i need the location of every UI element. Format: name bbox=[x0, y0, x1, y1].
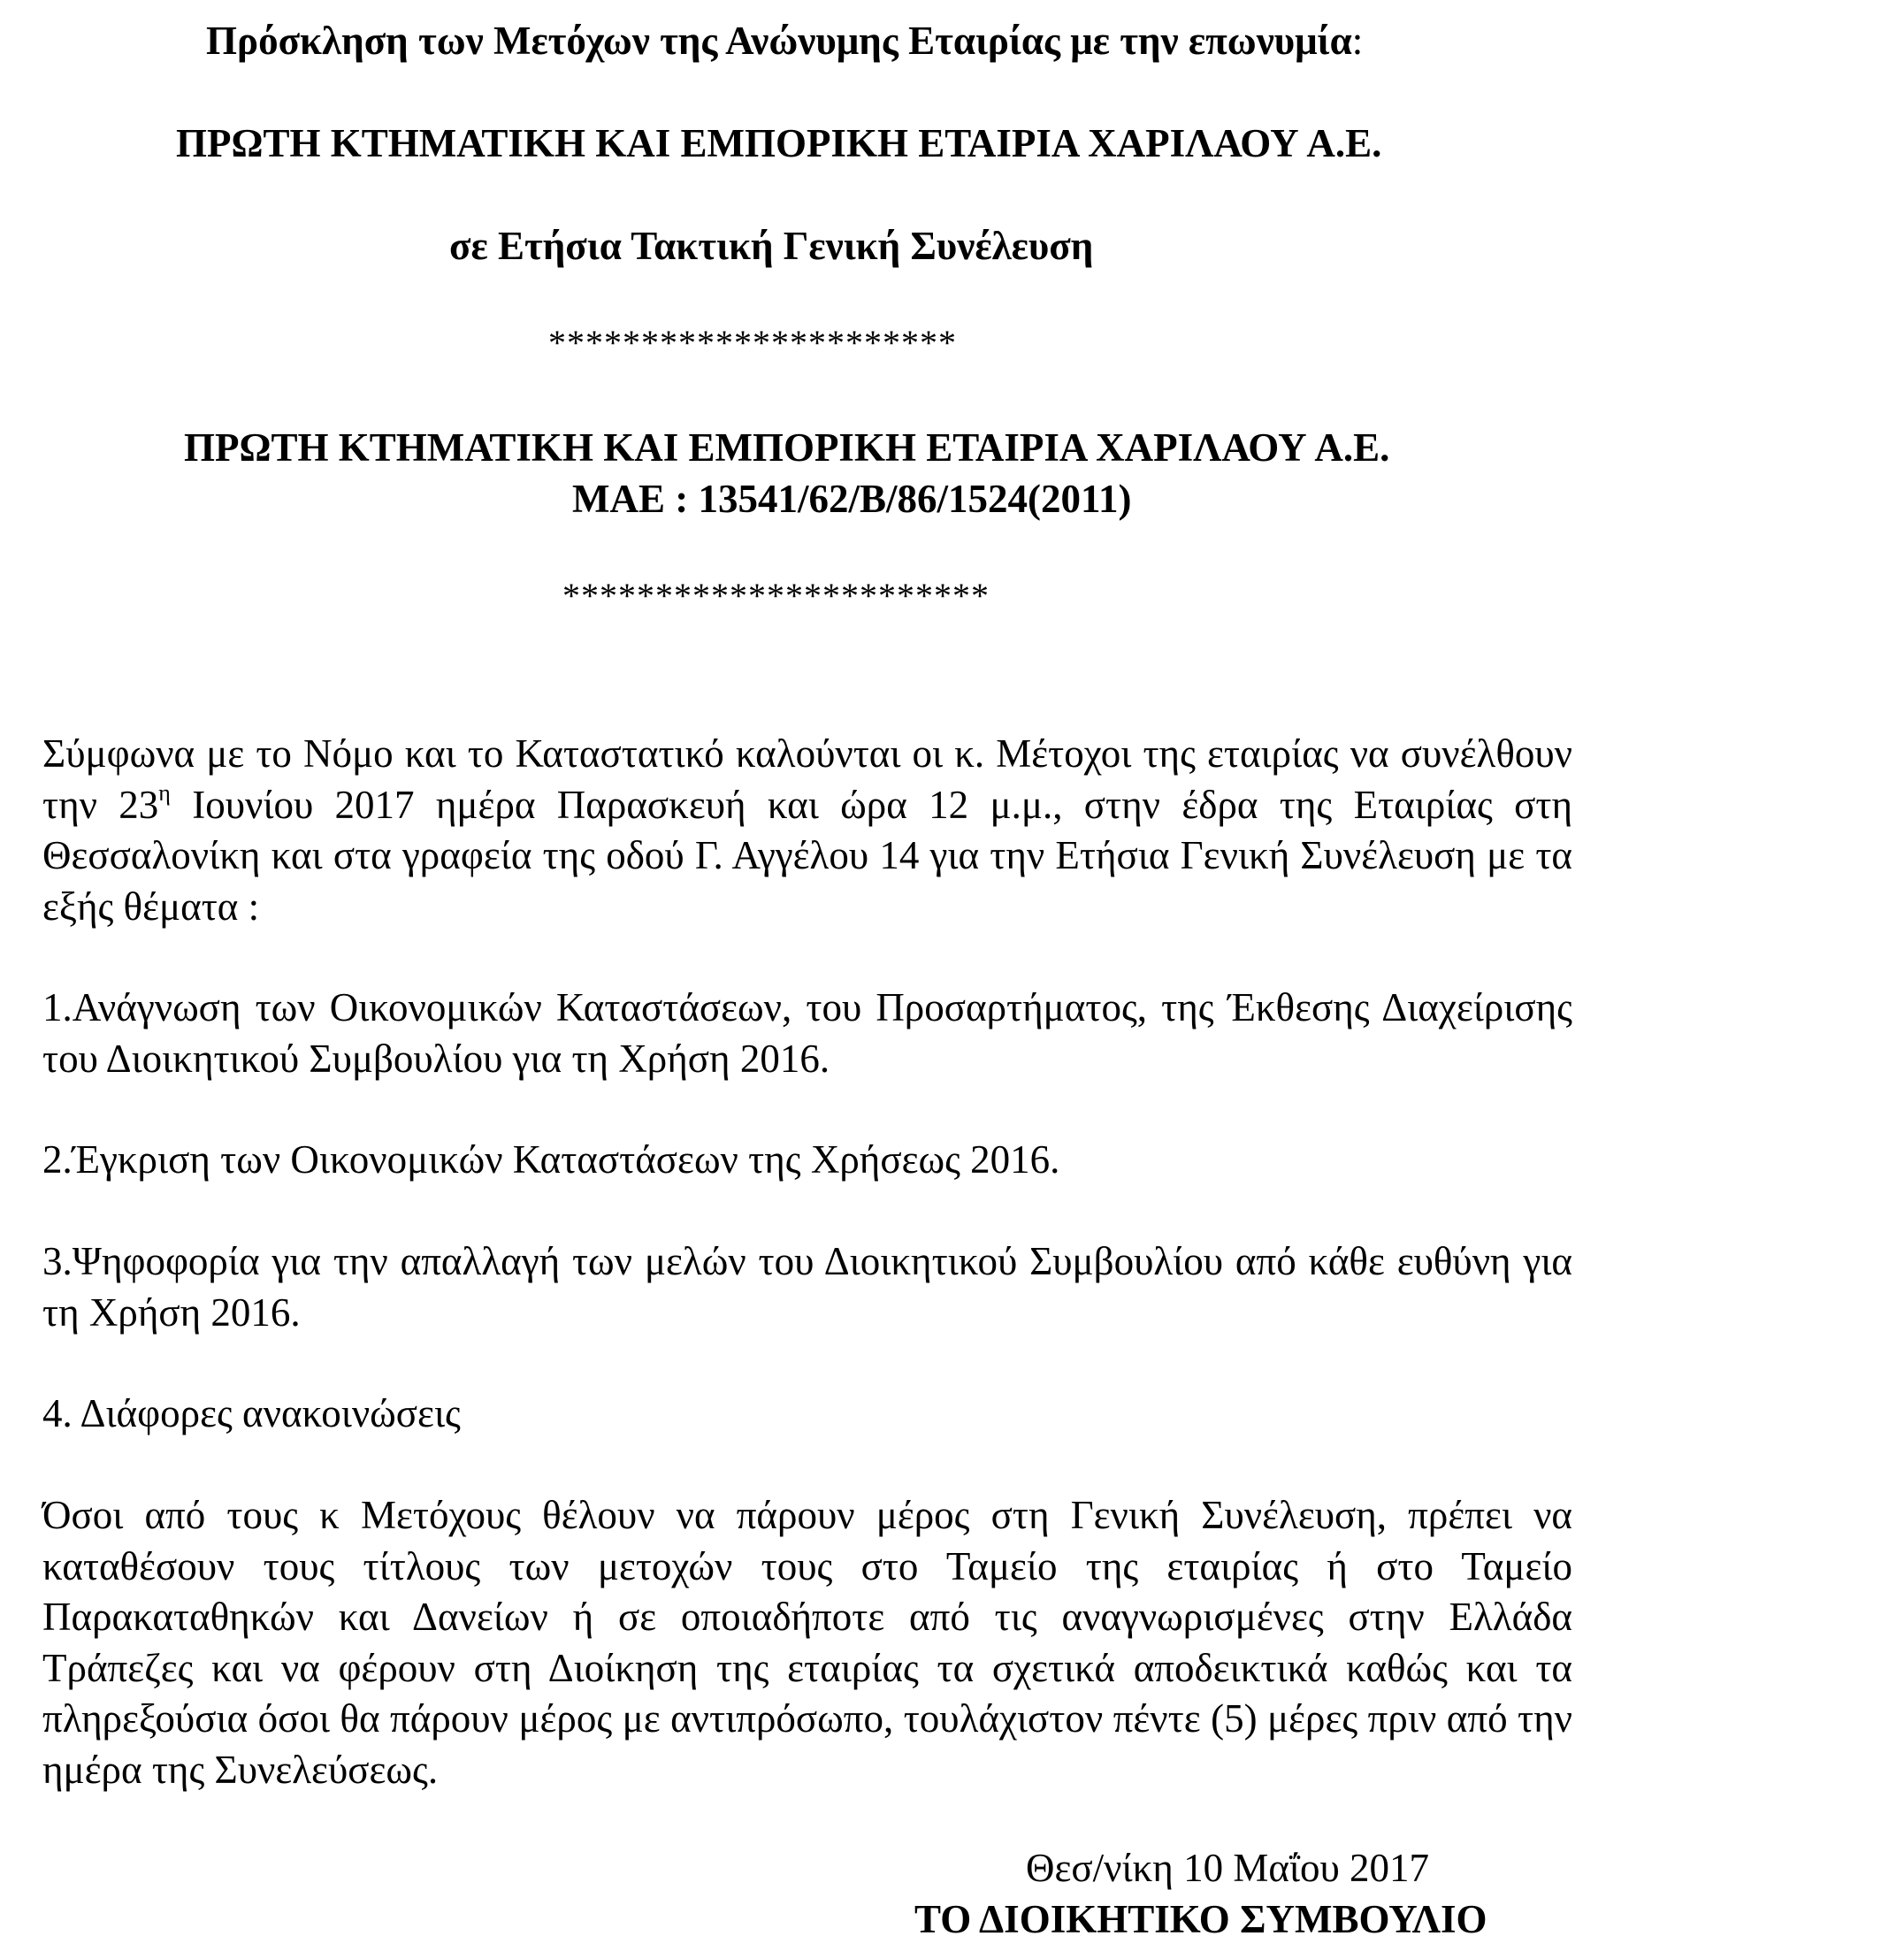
meeting-type-title: σε Ετήσια Τακτική Γενική Συνέλευση bbox=[449, 224, 1094, 268]
agenda-item-3: 3.Ψηφοφορία για την απαλλαγή των μελών του Διοικητικού Συμβουλίου από κάθε ευθύνη για τη Χρήση 2016. bbox=[42, 1239, 1572, 1335]
participation-notice: Όσοι από τους κ Μετόχους θέλουν να πάρουν μέρος στη Γενική Συνέλευση, πρέπει να καταθέσουν τους τίτλους των μετοχών τους στο Ταμείο της εταιρίας ή στο Ταμείο Παρακαταθηκών και Δανείων ή σε οποιαδήποτε από τις αναγνωρισμένες στην Ελλάδα Τράπεζες και να φέρουν στη Διοίκηση της εταιρίας τα σχετικά αποδεικτικά καθώς και τα πληρεξούσια όσοι θα πάρουν μέρος με αντιπρόσωπο, τουλάχιστον πέντε (5) μέρες πριν από την ημέρα της Συνελεύσεως. bbox=[42, 1493, 1572, 1792]
agenda-item-1: 1.Ανάγνωση των Οικονομικών Καταστάσεων, του Προσαρτήματος, της Έκθεσης Διαχείρισης του Διοικητικού Συμβουλίου για τη Χρήση 2016. bbox=[42, 985, 1572, 1081]
invitation-heading bbox=[206, 16, 1363, 65]
place-date: Θεσ/νίκη 10 Μαΐου 2017 bbox=[1026, 1846, 1430, 1890]
signatory: ΤΟ ΔΙΟΙΚΗΤΙΚΟ ΣΥΜΒΟΥΛΙΟ bbox=[914, 1897, 1487, 1941]
invitation-heading-text: Πρόσκληση των Μετόχων της Ανώνυμης Εταιρίας με την επωνυμία bbox=[206, 19, 1352, 63]
registration-number: ΜΑΕ : 13541/62/Β/86/1524(2011) bbox=[572, 477, 1132, 521]
agenda-item-2: 2.Έγκριση των Οικονομικών Καταστάσεων της Χρήσεως 2016. bbox=[42, 1137, 1060, 1182]
agenda-item-4: 4. Διάφορες ανακοινώσεις bbox=[42, 1391, 461, 1435]
separator-stars-top: ********************** bbox=[548, 323, 957, 363]
invitation-heading-colon: : bbox=[1351, 19, 1364, 63]
intro-paragraph bbox=[42, 729, 1572, 932]
company-name-repeat: ΠΡΩΤΗ ΚΤΗΜΑΤΙΚΗ ΚΑΙ ΕΜΠΟΡΙΚΗ ΕΤΑΙΡΙΑ ΧΑΡΙΛΑΟΥ Α.Ε. bbox=[184, 425, 1390, 470]
company-name-title: ΠΡΩΤΗ ΚΤΗΜΑΤΙΚΗ ΚΑΙ ΕΜΠΟΡΙΚΗ ΕΤΑΙΡΙΑ ΧΑΡΙΛΑΟΥ Α.Ε. bbox=[176, 121, 1382, 165]
separator-stars-bottom: *********************** bbox=[562, 576, 990, 616]
intro-text-part1: Σύμφωνα με το Νόμο και το Καταστατικό καλούνται οι κ. Μέτοχοι της εταιρίας να συνέλθουν την 23 bbox=[42, 731, 1572, 827]
intro-text-part2: Ιουνίου 2017 ημέρα Παρασκευή και ώρα 12 μ.μ., στην έδρα της Εταιρίας στη Θεσσαλονίκη και στα γραφεία της οδού Γ. Αγγέλου 14 για την Ετήσια Γενική Συνέλευση με τα εξής θέματα : bbox=[42, 782, 1572, 929]
intro-superscript: η bbox=[158, 779, 171, 806]
